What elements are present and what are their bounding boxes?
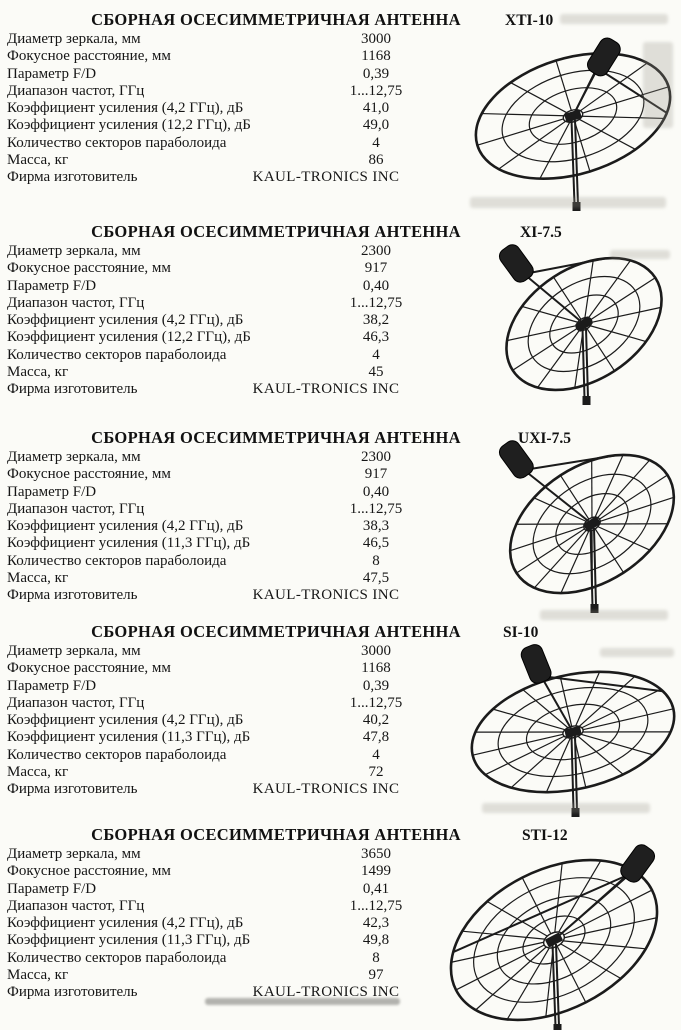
spec-label: Фирма изготовитель bbox=[7, 984, 138, 1001]
antenna-dish-drawing bbox=[455, 640, 681, 820]
table-row bbox=[7, 484, 460, 501]
spec-table bbox=[7, 449, 460, 605]
spec-value: 1...12,75 bbox=[349, 694, 403, 711]
spec-label: Диаметр зеркала, мм bbox=[7, 846, 141, 862]
spec-value: 38,3 bbox=[362, 518, 390, 535]
spec-value: KAUL-TRONICS INC bbox=[252, 169, 400, 186]
table-row bbox=[7, 347, 460, 364]
table-row bbox=[7, 695, 460, 712]
spec-value: 1...12,75 bbox=[349, 82, 403, 99]
spec-label: Фокусное расстояние, мм bbox=[7, 466, 171, 483]
spec-value: KAUL-TRONICS INC bbox=[252, 781, 400, 798]
spec-table bbox=[7, 31, 460, 187]
table-row bbox=[7, 117, 460, 134]
scan-smudge-artifact bbox=[205, 998, 400, 1005]
spec-label: Параметр F/D bbox=[7, 277, 97, 294]
table-row bbox=[7, 381, 460, 398]
spec-value: 1...12,75 bbox=[349, 500, 403, 517]
table-row bbox=[7, 587, 460, 604]
spec-value: 8 bbox=[372, 552, 380, 569]
table-row bbox=[7, 898, 460, 915]
print-bleed-artifact bbox=[540, 610, 668, 620]
table-row bbox=[7, 643, 460, 660]
spec-label: Диаметр зеркала, мм bbox=[7, 449, 141, 465]
table-row bbox=[7, 570, 460, 587]
spec-value: KAUL-TRONICS INC bbox=[252, 587, 400, 604]
spec-label: Количество секторов параболоида bbox=[7, 746, 227, 763]
table-row bbox=[7, 881, 460, 898]
spec-value: 3000 bbox=[361, 31, 391, 47]
table-row bbox=[7, 553, 460, 570]
spec-label: Фокусное расстояние, мм bbox=[7, 660, 171, 677]
spec-label: Коэффициент усиления (4,2 ГГц), дБ bbox=[7, 915, 244, 932]
table-row bbox=[7, 295, 460, 312]
table-row bbox=[7, 329, 460, 346]
antenna-section-xi-7-5 bbox=[0, 222, 681, 426]
spec-label: Фирма изготовитель bbox=[7, 381, 138, 398]
table-row bbox=[7, 660, 460, 677]
table-row bbox=[7, 915, 460, 932]
table-row bbox=[7, 31, 460, 48]
spec-value: 47,8 bbox=[362, 729, 390, 746]
section-title: СБОРНАЯ ОСЕСИММЕТРИЧНАЯ АНТЕННА bbox=[91, 428, 461, 447]
table-row bbox=[7, 764, 460, 781]
print-bleed-artifact bbox=[470, 197, 666, 208]
spec-value: KAUL-TRONICS INC bbox=[252, 984, 400, 1001]
spec-value: 46,5 bbox=[362, 535, 390, 552]
spec-label: Диаметр зеркала, мм bbox=[7, 243, 141, 259]
table-row bbox=[7, 846, 460, 863]
table-row bbox=[7, 863, 460, 880]
spec-value: 1...12,75 bbox=[349, 897, 403, 914]
spec-label: Масса, кг bbox=[7, 967, 69, 984]
table-row bbox=[7, 729, 460, 746]
spec-value: 45 bbox=[368, 364, 384, 381]
spec-label: Коэффициент усиления (12,2 ГГц), дБ bbox=[7, 329, 251, 346]
table-row bbox=[7, 967, 460, 984]
spec-label: Коэффициент усиления (4,2 ГГц), дБ bbox=[7, 312, 244, 329]
spec-value: 2300 bbox=[361, 449, 391, 465]
table-row bbox=[7, 950, 460, 967]
spec-label: Параметр F/D bbox=[7, 65, 97, 82]
table-row bbox=[7, 518, 460, 535]
table-row bbox=[7, 312, 460, 329]
spec-value: 40,2 bbox=[362, 712, 390, 729]
spec-value: 38,2 bbox=[362, 312, 390, 329]
spec-value: 97 bbox=[368, 967, 384, 984]
spec-label: Количество секторов параболоида bbox=[7, 134, 227, 151]
spec-value: 4 bbox=[372, 746, 380, 763]
print-bleed-artifact bbox=[600, 648, 674, 657]
table-row bbox=[7, 135, 460, 152]
spec-label: Фокусное расстояние, мм bbox=[7, 48, 171, 65]
spec-value: 46,3 bbox=[362, 329, 390, 346]
antenna-dish-drawing bbox=[480, 436, 680, 618]
spec-value: 0,39 bbox=[362, 65, 390, 82]
spec-value: 1168 bbox=[361, 660, 391, 677]
spec-label: Коэффициент усиления (11,3 ГГц), дБ bbox=[7, 535, 251, 552]
spec-label: Фирма изготовитель bbox=[7, 587, 138, 604]
antenna-section-si-10 bbox=[0, 622, 681, 826]
table-row bbox=[7, 364, 460, 381]
table-row bbox=[7, 712, 460, 729]
table-row bbox=[7, 278, 460, 295]
spec-value: 0,40 bbox=[362, 277, 390, 294]
spec-label: Диапазон частот, ГГц bbox=[7, 500, 145, 517]
table-row bbox=[7, 100, 460, 117]
table-row bbox=[7, 747, 460, 764]
spec-value: 2300 bbox=[361, 243, 391, 259]
spec-label: Коэффициент усиления (12,2 ГГц), дБ bbox=[7, 117, 251, 134]
model-label: XTI-10 bbox=[505, 12, 554, 29]
table-row bbox=[7, 260, 460, 277]
print-bleed-artifact bbox=[643, 42, 673, 128]
print-bleed-artifact bbox=[610, 250, 670, 259]
spec-label: Диапазон частот, ГГц bbox=[7, 897, 145, 914]
spec-label: Диаметр зеркала, мм bbox=[7, 31, 141, 47]
spec-value: 8 bbox=[372, 949, 380, 966]
spec-value: 47,5 bbox=[362, 570, 390, 587]
spec-value: 1...12,75 bbox=[349, 294, 403, 311]
spec-value: KAUL-TRONICS INC bbox=[252, 381, 400, 398]
spec-label: Масса, кг bbox=[7, 152, 69, 169]
spec-value: 0,39 bbox=[362, 677, 390, 694]
spec-label: Масса, кг bbox=[7, 764, 69, 781]
spec-value: 86 bbox=[368, 152, 384, 169]
spec-label: Параметр F/D bbox=[7, 483, 97, 500]
table-row bbox=[7, 501, 460, 518]
antenna-dish-drawing bbox=[482, 236, 677, 416]
table-row bbox=[7, 466, 460, 483]
spec-table bbox=[7, 643, 460, 799]
spec-label: Коэффициент усиления (4,2 ГГц), дБ bbox=[7, 712, 244, 729]
model-label: SI-10 bbox=[503, 624, 539, 641]
spec-table bbox=[7, 846, 460, 1002]
spec-value: 0,41 bbox=[362, 880, 390, 897]
model-label: XI-7.5 bbox=[520, 224, 562, 241]
table-row bbox=[7, 83, 460, 100]
spec-label: Диаметр зеркала, мм bbox=[7, 643, 141, 659]
spec-label: Фирма изготовитель bbox=[7, 169, 138, 186]
antenna-section-uxi-7-5 bbox=[0, 428, 681, 628]
spec-value: 3000 bbox=[361, 643, 391, 659]
print-bleed-artifact bbox=[560, 14, 668, 24]
spec-label: Масса, кг bbox=[7, 364, 69, 381]
spec-value: 49,0 bbox=[362, 117, 390, 134]
spec-value: 0,40 bbox=[362, 483, 390, 500]
spec-value: 4 bbox=[372, 346, 380, 363]
spec-value: 4 bbox=[372, 134, 380, 151]
table-row bbox=[7, 169, 460, 186]
spec-label: Количество секторов параболоида bbox=[7, 346, 227, 363]
section-title: СБОРНАЯ ОСЕСИММЕТРИЧНАЯ АНТЕННА bbox=[91, 10, 461, 29]
spec-label: Диапазон частот, ГГц bbox=[7, 694, 145, 711]
spec-label: Количество секторов параболоида bbox=[7, 949, 227, 966]
antenna-dish-drawing bbox=[448, 828, 681, 1030]
spec-label: Коэффициент усиления (4,2 ГГц), дБ bbox=[7, 100, 244, 117]
spec-label: Диапазон частот, ГГц bbox=[7, 294, 145, 311]
spec-label: Коэффициент усиления (4,2 ГГц), дБ bbox=[7, 518, 244, 535]
antenna-section-xti-10 bbox=[0, 10, 681, 214]
section-title: СБОРНАЯ ОСЕСИММЕТРИЧНАЯ АНТЕННА bbox=[91, 222, 461, 241]
table-row bbox=[7, 535, 460, 552]
spec-label: Диапазон частот, ГГц bbox=[7, 82, 145, 99]
table-row bbox=[7, 932, 460, 949]
spec-value: 42,3 bbox=[362, 915, 390, 932]
model-label: STI-12 bbox=[522, 827, 568, 844]
spec-value: 72 bbox=[368, 764, 384, 781]
table-row bbox=[7, 48, 460, 65]
spec-value: 917 bbox=[364, 260, 388, 277]
spec-label: Количество секторов параболоида bbox=[7, 552, 227, 569]
table-row bbox=[7, 152, 460, 169]
section-title: СБОРНАЯ ОСЕСИММЕТРИЧНАЯ АНТЕННА bbox=[91, 825, 461, 844]
table-row bbox=[7, 66, 460, 83]
spec-label: Параметр F/D bbox=[7, 677, 97, 694]
table-row bbox=[7, 781, 460, 798]
table-row bbox=[7, 243, 460, 260]
table-row bbox=[7, 449, 460, 466]
spec-label: Параметр F/D bbox=[7, 880, 97, 897]
spec-value: 1499 bbox=[361, 863, 391, 880]
spec-value: 1168 bbox=[361, 48, 391, 65]
spec-label: Масса, кг bbox=[7, 570, 69, 587]
spec-label: Фокусное расстояние, мм bbox=[7, 260, 171, 277]
section-title: СБОРНАЯ ОСЕСИММЕТРИЧНАЯ АНТЕННА bbox=[91, 622, 461, 641]
spec-value: 3650 bbox=[361, 846, 391, 862]
spec-table bbox=[7, 243, 460, 399]
print-bleed-artifact bbox=[482, 803, 650, 813]
spec-label: Коэффициент усиления (11,3 ГГц), дБ bbox=[7, 729, 251, 746]
model-label: UXI-7.5 bbox=[518, 430, 571, 447]
spec-value: 917 bbox=[364, 466, 388, 483]
table-row bbox=[7, 678, 460, 695]
spec-value: 41,0 bbox=[362, 100, 390, 117]
spec-value: 49,8 bbox=[362, 932, 390, 949]
spec-label: Фокусное расстояние, мм bbox=[7, 863, 171, 880]
spec-label: Коэффициент усиления (11,3 ГГц), дБ bbox=[7, 932, 251, 949]
spec-label: Фирма изготовитель bbox=[7, 781, 138, 798]
